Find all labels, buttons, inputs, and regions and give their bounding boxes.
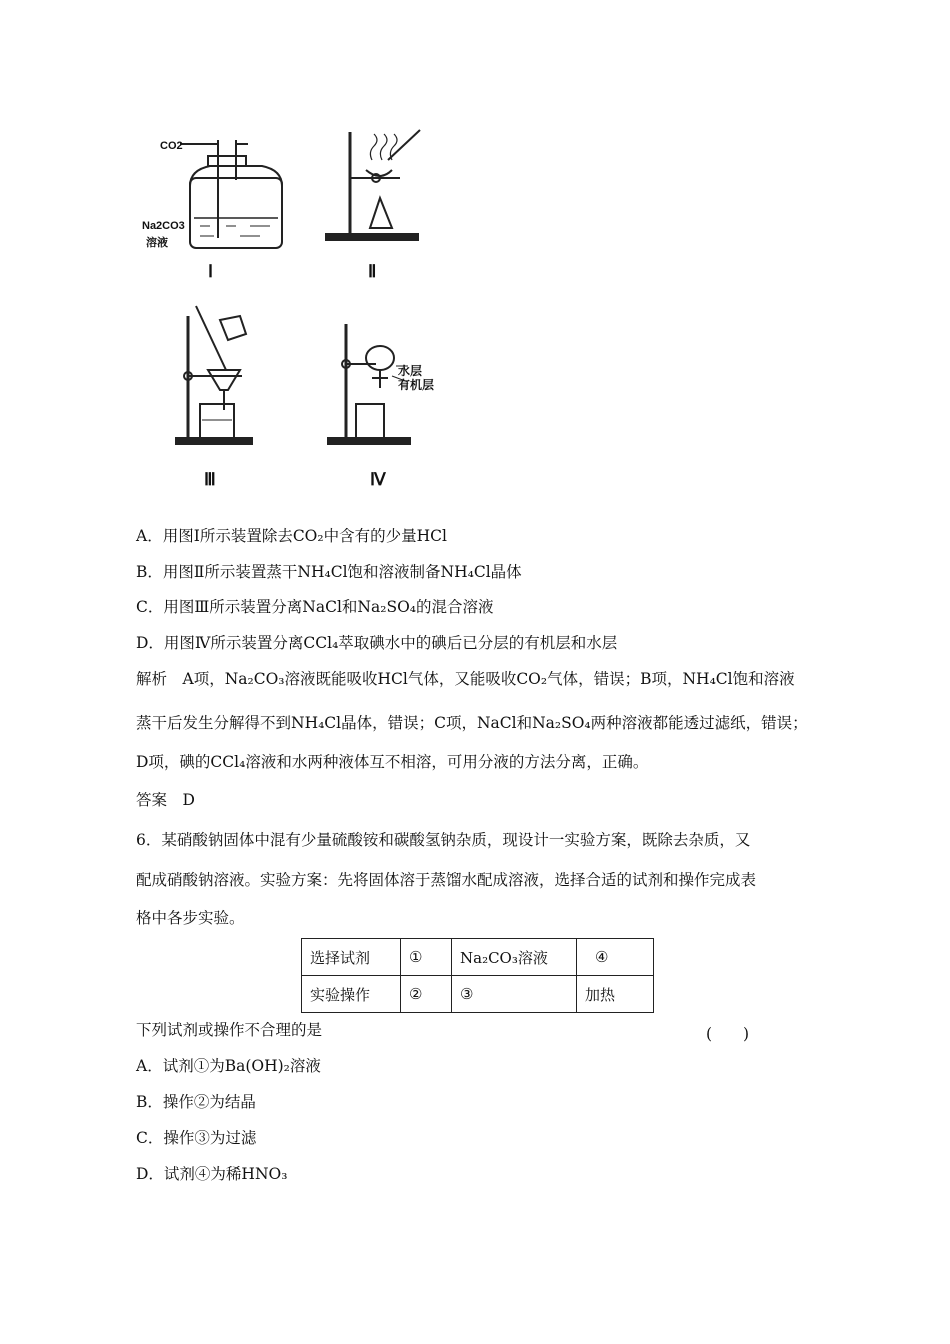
gas-washing-bottle	[180, 140, 282, 248]
q6-stem-line-1: 6．某硝酸钠固体中混有少量硫酸铵和碳酸氢钠杂质，现设计一实验方案，既除去杂质，又	[136, 831, 751, 849]
q5-analysis-line-1: 解析 A项，Na₂CO₃溶液既能吸收HCl气体，又能吸收CO₂气体，错误；B项，NH₄Cl饱和溶液	[136, 670, 795, 688]
label-solution: 溶液	[146, 237, 168, 249]
evaporation-stand	[326, 130, 420, 240]
table-cell: 实验操作	[302, 976, 401, 1013]
q5-option-d: D．用图Ⅳ所示装置分离CCl₄萃取碘水中的碘后已分层的有机层和水层	[136, 634, 618, 652]
figure-label-1: Ⅰ	[208, 262, 214, 281]
table-cell: ①	[401, 939, 452, 976]
label-water-layer: 水层	[398, 364, 423, 378]
label-na2co3: Na2CO3	[142, 220, 185, 232]
table-cell: ②	[401, 976, 452, 1013]
table-row	[302, 939, 654, 976]
figure-label-4: Ⅳ	[370, 470, 386, 489]
label-organic-layer: 有机层	[398, 378, 435, 392]
table-cell: ③	[452, 976, 577, 1013]
q6-question: 下列试剂或操作不合理的是	[136, 1021, 323, 1039]
q6-option-b: B．操作②为结晶	[136, 1093, 256, 1111]
figure-label-2: Ⅱ	[368, 262, 377, 281]
q5-answer: 答案 D	[136, 791, 195, 809]
table-cell: 选择试剂	[302, 939, 401, 976]
q5-analysis-line-2: 蒸干后发生分解得不到NH₄Cl晶体，错误；C项，NaCl和Na₂SO₄两种溶液都能透过滤纸，错误；	[136, 714, 808, 732]
q6-stem-line-3: 格中各步实验。	[136, 909, 245, 927]
q5-analysis-line-3: D项，碘的CCl₄溶液和水两种液体互不相溶，可用分液的方法分离，正确。	[136, 753, 649, 771]
table-row	[302, 976, 654, 1013]
q6-table	[301, 938, 654, 1013]
q6-option-d: D．试剂④为稀HNO₃	[136, 1165, 288, 1183]
figure-label-3: Ⅲ	[204, 470, 216, 489]
label-co2: CO2	[160, 140, 183, 152]
q6-option-a: A．试剂①为Ba(OH)₂溶液	[136, 1057, 321, 1075]
q5-option-b: B．用图Ⅱ所示装置蒸干NH₄Cl饱和溶液制备NH₄Cl晶体	[136, 563, 522, 581]
table-cell: Na₂CO₃溶液	[452, 939, 577, 976]
q5-option-c: C．用图Ⅲ所示装置分离NaCl和Na₂SO₄的混合溶液	[136, 598, 494, 616]
q6-answer-blank: ( )	[706, 1025, 750, 1043]
q6-stem-line-2: 配成硝酸钠溶液。实验方案：先将固体溶于蒸馏水配成溶液，选择合适的试剂和操作完成表	[136, 871, 757, 889]
table-cell: 加热	[577, 976, 654, 1013]
filtration-apparatus	[176, 306, 252, 444]
table-cell: ④	[577, 939, 654, 976]
apparatus-figure	[130, 120, 460, 500]
q6-option-c: C．操作③为过滤	[136, 1129, 257, 1147]
q5-option-a: A．用图Ⅰ所示装置除去CO₂中含有的少量HCl	[136, 527, 447, 545]
